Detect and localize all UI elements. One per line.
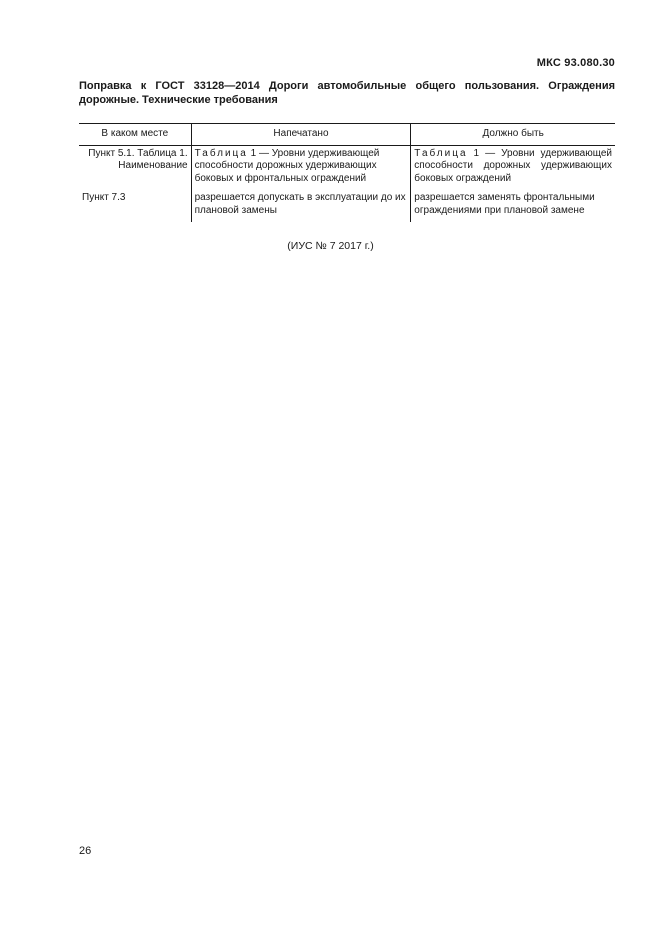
table-header-row (79, 124, 615, 146)
table-word-spaced: Таблица (194, 147, 248, 159)
document-title: Поправка к ГОСТ 33128—2014 Дороги автомобильные общего пользования. Ограждения дорожные. Технические требования (79, 80, 615, 106)
row-place-cell: Пункт 5.1. Таблица 1. Наименование (88, 147, 188, 171)
row-printed-cell (191, 145, 411, 190)
source-reference: (ИУС № 7 2017 г.) (287, 240, 374, 252)
corrections-table (79, 123, 615, 222)
printed-text: 1 — Уровни удерживающей способности дорожных удерживающих боковых и фронтальных ограждений (194, 147, 380, 184)
should-be-text: 1 — Уровни удерживающей способности дорожных удерживающих боковых ограждений (414, 147, 612, 184)
table-row (79, 190, 615, 222)
row-printed-cell: разрешается допускать в эксплуатации до их плановой замены (191, 190, 411, 222)
column-header-place: В каком месте (79, 124, 191, 146)
column-header-should-be: Должно быть (411, 124, 615, 146)
table-row (79, 145, 615, 190)
table-word-spaced: Таблица (414, 147, 468, 159)
row-should-be-cell: разрешается заменять фронтальными ограждениями при плановой замене (411, 190, 615, 222)
mks-code: МКС 93.080.30 (536, 57, 615, 69)
page-number: 26 (79, 845, 92, 857)
row-should-be-cell (411, 145, 615, 190)
column-header-printed: Напечатано (191, 124, 411, 146)
row-place-cell: Пункт 7.3 (82, 192, 126, 203)
